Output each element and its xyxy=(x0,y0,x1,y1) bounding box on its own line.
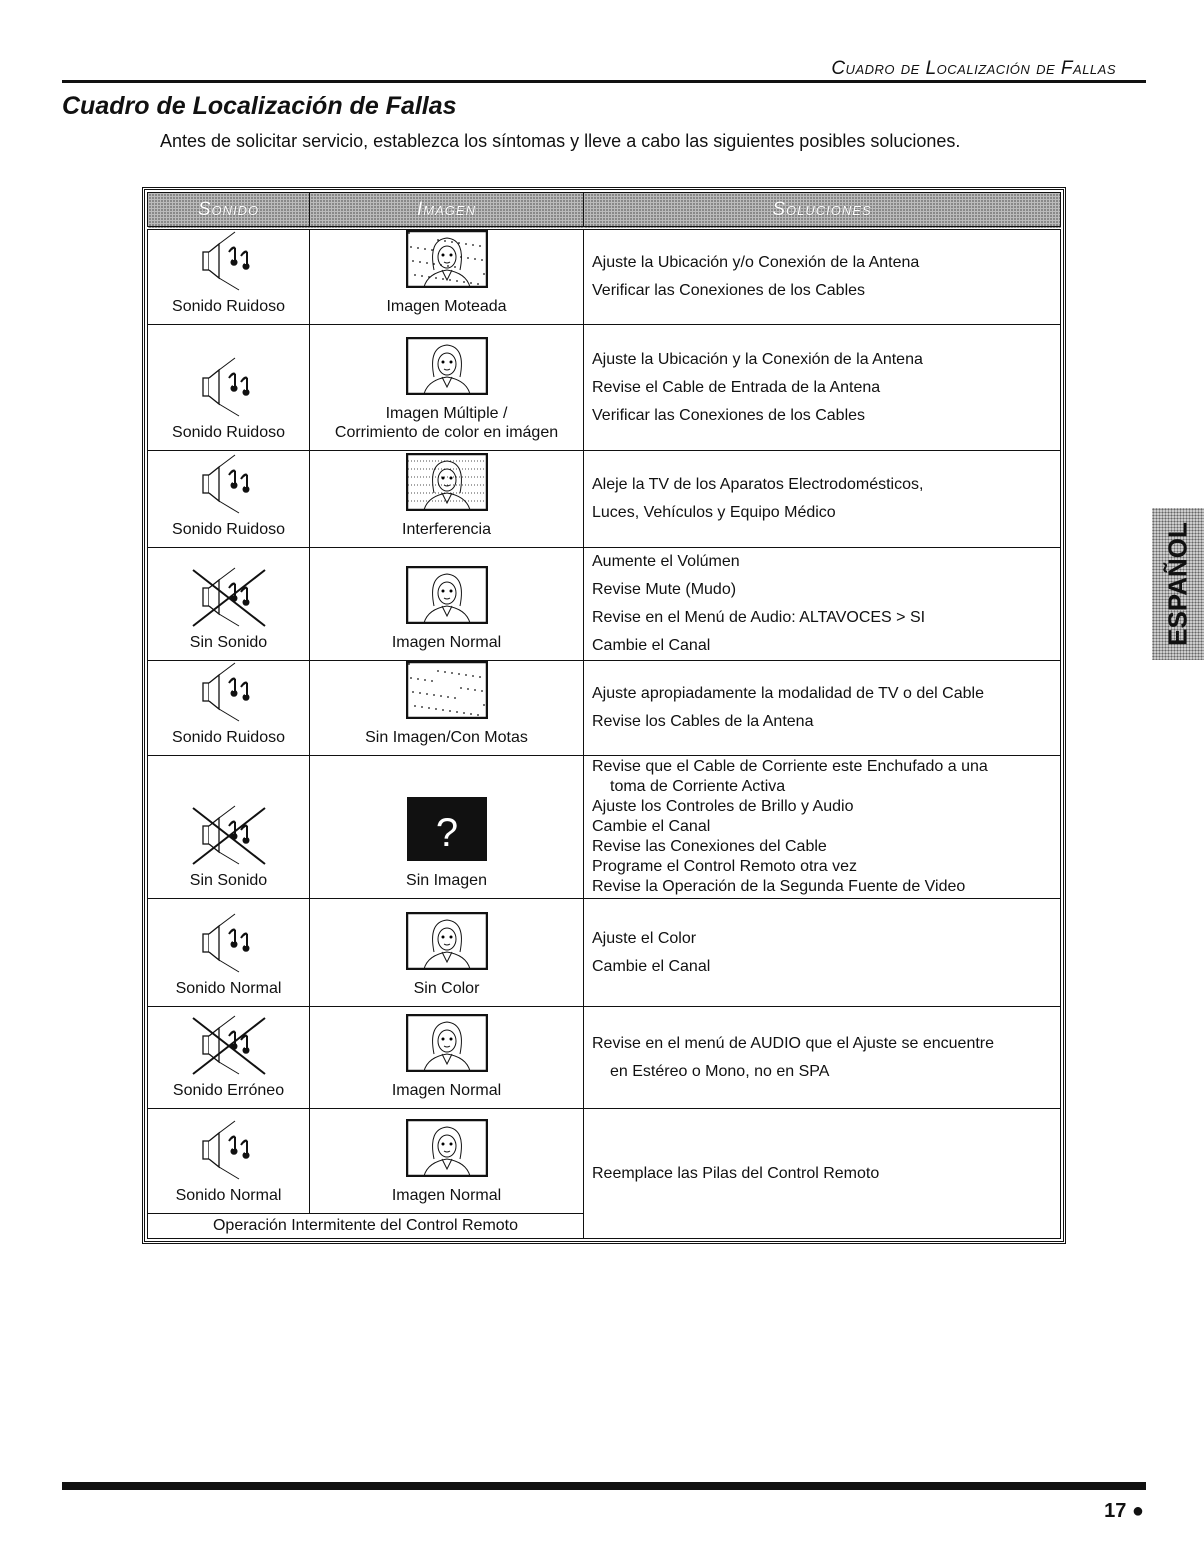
image-label: Imagen Múltiple / xyxy=(385,405,508,422)
solution-item: Ajuste los Controles de Brillo y Audio xyxy=(592,798,854,815)
no-sound-speaker-icon xyxy=(189,566,269,633)
solutions-cell xyxy=(584,899,1061,1007)
speaker-icon xyxy=(189,230,269,297)
sound-cell xyxy=(148,325,310,451)
tv-normal-icon xyxy=(406,1119,488,1182)
table-row xyxy=(148,325,1061,451)
solution-item: Revise las Conexiones del Cable xyxy=(592,838,827,855)
image-cell xyxy=(310,451,584,548)
image-label: Sin Imagen/Con Motas xyxy=(365,729,528,746)
sound-cell xyxy=(148,451,310,548)
no-sound-speaker-icon xyxy=(189,1014,269,1081)
image-cell xyxy=(310,661,584,756)
solution-item: Aumente el Volúmen xyxy=(592,553,740,570)
speaker-icon xyxy=(189,912,269,979)
image-cell xyxy=(310,899,584,1007)
image-cell xyxy=(310,325,584,451)
table-row xyxy=(148,451,1061,548)
tv-question-icon xyxy=(406,796,488,867)
sound-cell xyxy=(148,228,310,325)
tv-spotted-icon xyxy=(406,230,488,293)
solution-item: toma de Corriente Activa xyxy=(610,778,786,795)
sound-label: Sonido Normal xyxy=(175,1187,282,1204)
sound-cell xyxy=(148,756,310,899)
solution-item: Revise el Cable de Entrada de la Antena xyxy=(592,378,881,396)
solution-item: Revise en el Menú de Audio: ALTAVOCES > SI xyxy=(592,609,926,626)
column-header-sonido: Sonido xyxy=(148,193,310,229)
solution-item: Ajuste la Ubicación y la Conexión de la Antena xyxy=(592,350,923,368)
column-header-soluciones: Soluciones xyxy=(584,193,1061,229)
sound-cell xyxy=(148,1007,310,1109)
solution-item: Cambie el Canal xyxy=(592,637,711,654)
combined-symptom-label: Operación Intermitente del Control Remoto xyxy=(148,1214,584,1239)
solutions-cell xyxy=(584,1007,1061,1109)
solution-item: en Estéreo o Mono, no en SPA xyxy=(610,1062,830,1080)
table-row xyxy=(148,899,1061,1007)
sound-label: Sin Sonido xyxy=(189,872,268,889)
image-label: Corrimiento de color en imágen xyxy=(334,424,559,441)
table-row xyxy=(148,661,1061,756)
solution-item: Revise la Operación de la Segunda Fuente de Video xyxy=(592,878,966,895)
tv-interference-icon xyxy=(406,453,488,516)
svg-text:?: ? xyxy=(435,811,458,855)
intro-text: Antes de solicitar servicio, establezca los síntomas y lleve a cabo las siguientes posibles soluciones. xyxy=(160,131,961,151)
solutions-cell xyxy=(584,325,1061,451)
table-row xyxy=(148,228,1061,325)
language-tab xyxy=(1152,508,1204,660)
image-cell xyxy=(310,1007,584,1109)
image-label: Imagen Normal xyxy=(391,634,502,651)
image-label: Imagen Normal xyxy=(391,1082,502,1099)
solution-item: Reemplace las Pilas del Control Remoto xyxy=(592,1164,880,1182)
image-label: Sin Imagen xyxy=(406,872,487,889)
solution-item: Aleje la TV de los Aparatos Electrodomésticos, xyxy=(592,476,924,493)
solutions-cell xyxy=(584,756,1061,899)
image-cell xyxy=(310,756,584,899)
solution-item: Revise que el Cable de Corriente este Enchufado a una xyxy=(592,758,988,775)
sound-label: Sonido Ruidoso xyxy=(172,298,285,315)
solutions-cell xyxy=(584,228,1061,325)
speaker-icon xyxy=(189,453,269,520)
speaker-icon xyxy=(189,661,269,728)
sound-label: Sonido Ruidoso xyxy=(172,424,285,441)
tv-snow-icon xyxy=(406,661,488,724)
language-tab-label: ESPAÑOL xyxy=(1162,522,1193,646)
page-title: Cuadro de Localización de Fallas xyxy=(62,92,457,120)
sound-label: Sin Sonido xyxy=(189,634,268,651)
sound-cell xyxy=(148,899,310,1007)
tv-normal-icon xyxy=(406,912,488,975)
image-cell xyxy=(310,228,584,325)
speaker-icon xyxy=(189,1119,269,1186)
solutions-cell xyxy=(584,661,1061,756)
solution-item: Verificar las Conexiones de los Cables xyxy=(592,406,866,424)
running-header: Cuadro de Localización de Fallas xyxy=(831,58,1116,79)
tv-normal-icon xyxy=(406,566,488,629)
solution-item: Revise Mute (Mudo) xyxy=(592,581,737,598)
table-row xyxy=(148,548,1061,661)
image-label: Imagen Normal xyxy=(391,1187,502,1204)
solution-item: Ajuste el Color xyxy=(592,929,697,947)
page-number: 17 ● xyxy=(1104,1500,1144,1522)
solution-item: Revise los Cables de la Antena xyxy=(592,713,814,730)
sound-label: Sonido Ruidoso xyxy=(172,729,285,746)
image-label: Sin Color xyxy=(413,980,480,997)
solutions-cell xyxy=(584,451,1061,548)
table-row xyxy=(148,756,1061,899)
speaker-icon xyxy=(189,356,269,423)
footer-rule xyxy=(62,1482,1146,1490)
image-cell xyxy=(310,1109,584,1214)
solution-item: Revise en el menú de AUDIO que el Ajuste se encuentre xyxy=(592,1034,995,1052)
tv-normal-icon xyxy=(406,1014,488,1077)
header-rule xyxy=(62,80,1146,83)
troubleshooting-table xyxy=(142,187,1066,1244)
table-row xyxy=(148,1007,1061,1109)
image-label: Interferencia xyxy=(402,521,491,538)
sound-label: Sonido Erróneo xyxy=(172,1082,285,1099)
sound-label: Sonido Ruidoso xyxy=(172,521,285,538)
sound-cell xyxy=(148,548,310,661)
solution-item: Cambie el Canal xyxy=(592,957,711,975)
solution-item: Cambie el Canal xyxy=(592,818,711,835)
no-sound-speaker-icon xyxy=(189,804,269,871)
solutions-cell xyxy=(584,1109,1061,1239)
solutions-cell xyxy=(584,548,1061,661)
table-row xyxy=(148,1109,1061,1214)
solution-item: Programe el Control Remoto otra vez xyxy=(592,858,857,875)
column-header-imagen: Imagen xyxy=(310,193,584,229)
sound-cell xyxy=(148,661,310,756)
sound-label: Sonido Normal xyxy=(175,980,282,997)
image-cell xyxy=(310,548,584,661)
tv-normal-icon xyxy=(406,337,488,400)
image-label: Imagen Moteada xyxy=(386,298,507,315)
solution-item: Verificar las Conexiones de los Cables xyxy=(592,282,866,299)
solution-item: Ajuste la Ubicación y/o Conexión de la Antena xyxy=(592,254,920,271)
solution-item: Ajuste apropiadamente la modalidad de TV o del Cable xyxy=(592,685,984,702)
sound-cell xyxy=(148,1109,310,1214)
solution-item: Luces, Vehículos y Equipo Médico xyxy=(592,504,836,521)
